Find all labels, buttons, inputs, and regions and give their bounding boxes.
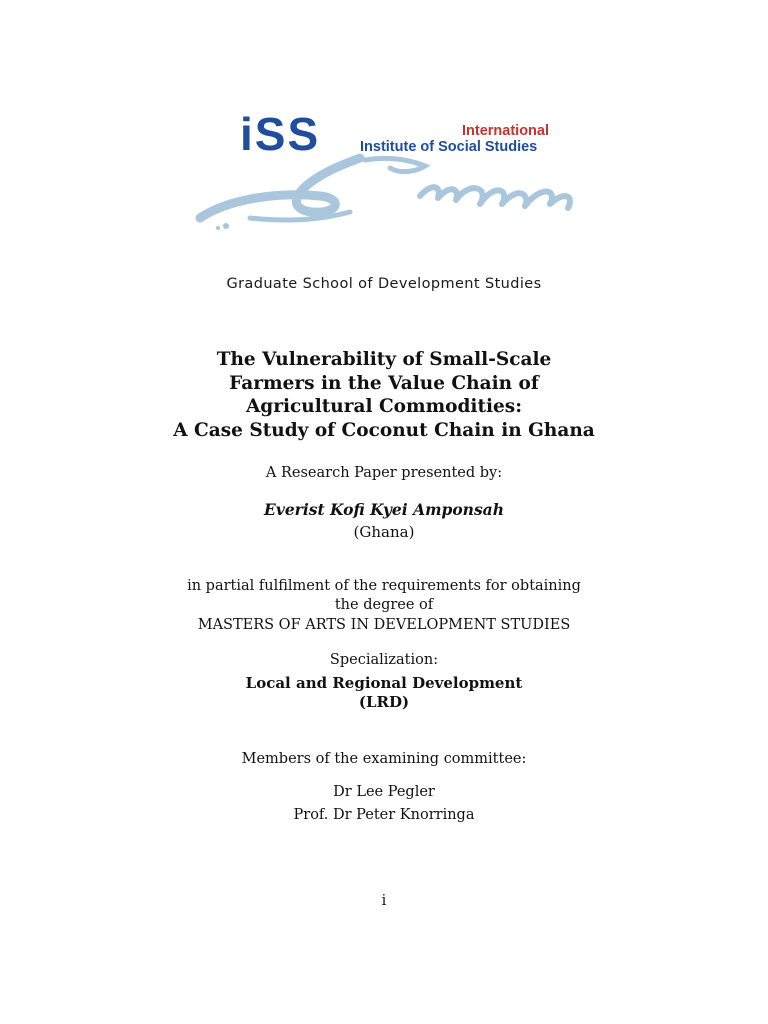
erasmus-signature-script: [420, 187, 570, 208]
school-name: Graduate School of Development Studies: [226, 276, 542, 292]
iss-logo: [190, 100, 590, 250]
logo-abbr: iSS: [240, 108, 321, 160]
title-line: A Case Study of Coconut Chain in Ghana: [173, 419, 595, 441]
fulfilment-line: in partial fulfilment of the requirements for obtaining: [187, 578, 581, 594]
specialization-label: Specialization:: [329, 652, 439, 668]
author-country: (Ghana): [353, 523, 415, 541]
presented-by: A Research Paper presented by:: [265, 465, 503, 481]
signature-dot: [223, 223, 229, 229]
committee-members: [0, 781, 768, 827]
degree-name: MASTERS OF ARTS IN DEVELOPMENT STUDIES: [197, 617, 571, 633]
committee-member: Prof. Dr Peter Knorringa: [293, 807, 475, 823]
page-number: i: [381, 893, 387, 909]
specialization-line: (LRD): [358, 693, 410, 711]
paper-title: [0, 348, 768, 442]
logo-line2: Institute of Social Studies: [360, 139, 538, 155]
title-line: Agricultural Commodities:: [245, 396, 523, 417]
committee-member: Dr Lee Pegler: [333, 784, 435, 800]
specialization-line: Local and Regional Development: [245, 674, 523, 692]
signature-dot: [216, 226, 220, 230]
author-name: Everist Kofi Kyei Amponsah: [264, 500, 504, 519]
committee-label: Members of the examining committee:: [241, 751, 527, 767]
specialization: [0, 674, 768, 712]
title-line: Farmers in the Value Chain of: [229, 372, 539, 394]
erasmus-signature-swash: [365, 158, 425, 171]
title-line: The Vulnerability of Small-Scale: [216, 349, 552, 370]
fulfilment-line: the degree of: [334, 597, 434, 613]
erasmus-signature-swash: [200, 158, 360, 218]
fulfilment-statement: [0, 577, 768, 615]
logo-line1: International: [462, 123, 550, 139]
